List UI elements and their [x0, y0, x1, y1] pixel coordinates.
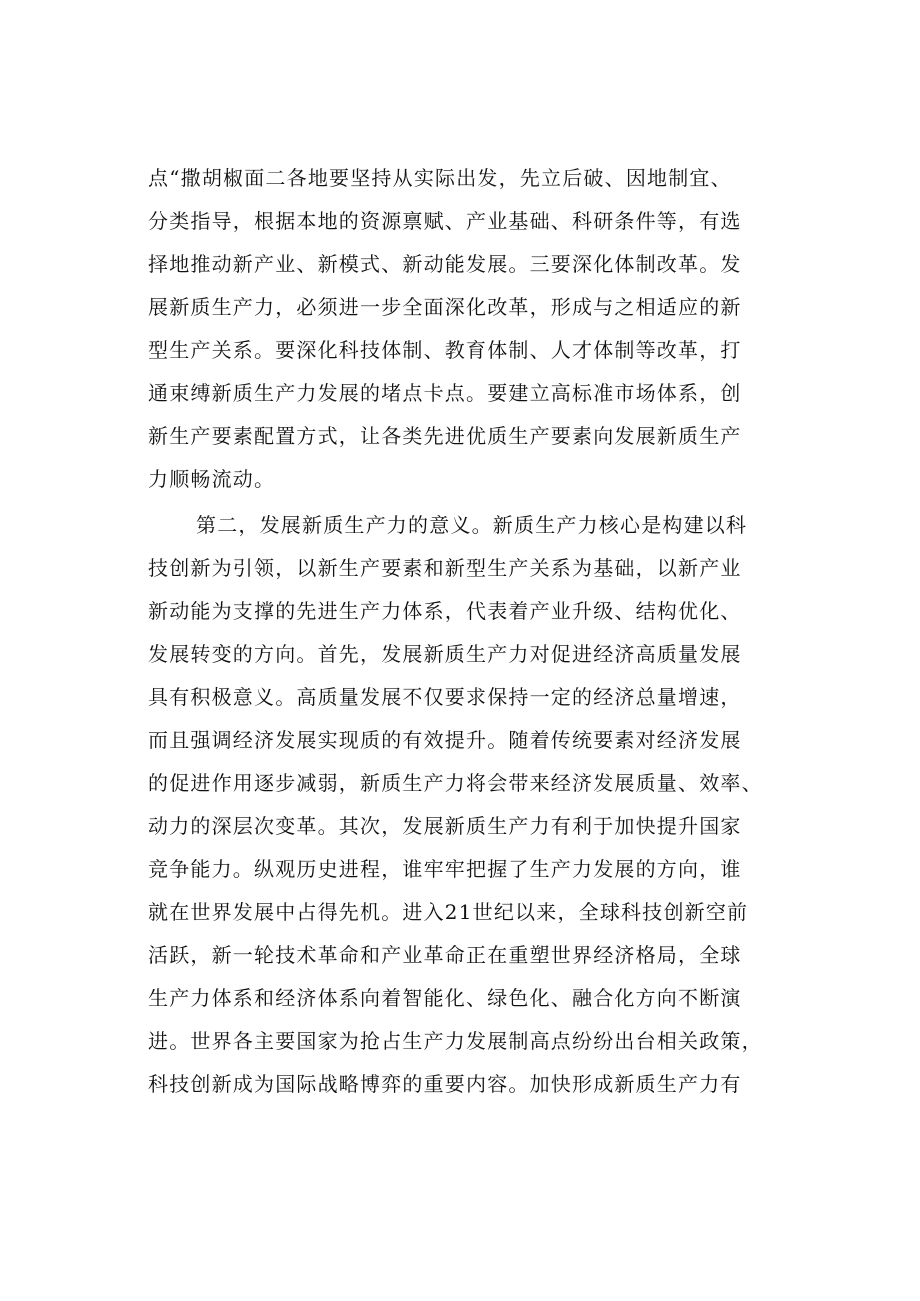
text-line: 展新质生产力，必须进一步全面深化改革，形成与之相适应的新: [148, 295, 742, 319]
text-line: 就在世界发展中占得先机。进入21世纪以来，全球科技创新空前: [148, 900, 749, 924]
text-line: 的促进作用逐步减弱，新质生产力将会带来经济发展质量、效率、: [148, 771, 763, 795]
text-line: 活跃，新一轮技术革命和产业革命正在重塑世界经济格局，全球: [148, 943, 742, 967]
paragraph-first-line: 第二，发展新质生产力的意义。新质生产力核心是构建以科: [196, 513, 748, 537]
text-line: 生产力体系和经济体系向着智能化、绿色化、融合化方向不断演: [148, 986, 742, 1010]
text-line: 新生产要素配置方式，让各类先进优质生产要素向发展新质生产: [148, 424, 742, 448]
text-line: 点“撒胡椒面二各地要坚持从实际出发，先立后破、因地制宜、: [148, 166, 732, 190]
text-line: 发展转变的方向。首先，发展新质生产力对促进经济高质量发展: [148, 642, 742, 666]
text-line: 通束缚新质生产力发展的堵点卡点。要建立高标准市场体系，创: [148, 381, 742, 405]
text-line: 进。世界各主要国家为抢占生产力发展制高点纷纷出台相关政策，: [148, 1029, 763, 1053]
text-line: 择地推动新产业、新模式、新动能发展。三要深化体制改革。发: [148, 252, 742, 276]
text-line: 科技创新成为国际战略博弈的重要内容。加快形成新质生产力有: [148, 1072, 742, 1096]
text-line: 分类指导，根据本地的资源禀赋、产业基础、科研条件等，有选: [148, 209, 742, 233]
text-line: 具有积极意义。高质量发展不仅要求保持一定的经济总量增速，: [148, 685, 742, 709]
text-line: 动力的深层次变革。其次，发展新质生产力有利于加快提升国家: [148, 814, 742, 838]
text-line: 型生产关系。要深化科技体制、教育体制、人才体制等改革，打: [148, 338, 742, 362]
text-line: 而且强调经济发展实现质的有效提升。随着传统要素对经济发展: [148, 728, 742, 752]
text-line: 技创新为引领，以新生产要素和新型生产关系为基础，以新产业: [148, 556, 742, 580]
text-line: 新动能为支撑的先进生产力体系，代表着产业升级、结构优化、: [148, 599, 742, 623]
text-line: 竞争能力。纵观历史进程，谁牢牢把握了生产力发展的方向，谁: [148, 857, 742, 881]
text-line: 力顺畅流动。: [148, 467, 276, 491]
